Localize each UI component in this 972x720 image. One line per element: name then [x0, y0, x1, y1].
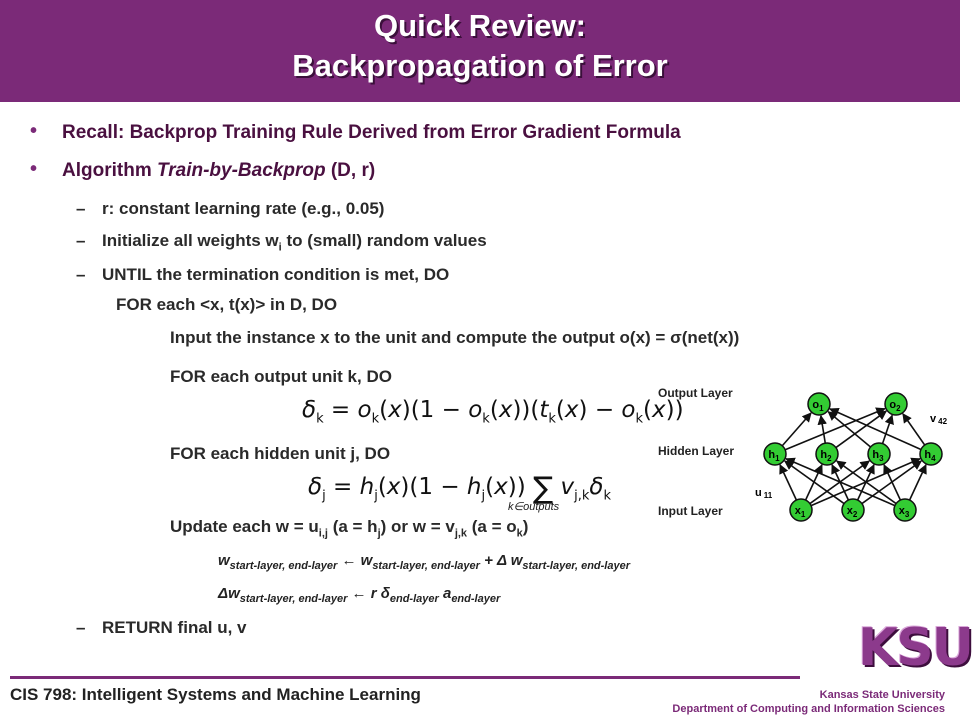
step-for-hidden: FOR each hidden unit j, DO [170, 444, 391, 463]
step-until: UNTIL the termination condition is met, DO [102, 265, 450, 284]
hidden-output-edge [785, 409, 885, 450]
input-node-x2 [842, 499, 864, 521]
rule-weight-update: $w_{start-layer, end-layer}$ ← $w_{start-layer, end-layer} + \Delta$ $w_{start-layer, end-layer}$ [218, 552, 631, 572]
node-label: $x_2$ [846, 505, 858, 519]
u11-label: u 11 [755, 487, 773, 500]
input-node-x3 [894, 499, 916, 521]
input-node-x1 [790, 499, 812, 521]
step-update: Update each $w = u_{i,j}$ $(a = h_j)$ or $w = v_{j,k}$ $(a = o_k)$ [170, 517, 529, 540]
hidden-node-h2 [816, 443, 838, 465]
dash-icon: – [76, 199, 86, 218]
dash-icon: – [76, 618, 86, 637]
department-name: Department of Computing and Information Sciences [672, 703, 945, 715]
step-for-each-example: FOR each <x, t(x)> in D, DO [116, 295, 338, 314]
v42-label: v 42 [930, 413, 948, 426]
step-initialize: Initialize all weights $w_i$ to (small) random values [102, 231, 487, 254]
input-layer-label: Input Layer [658, 504, 723, 518]
node-label: $o_1$ [812, 399, 824, 413]
hidden-node-h3 [868, 443, 890, 465]
slide-title-line-1: Quick Review: [374, 8, 586, 43]
node-label: $h_1$ [768, 449, 780, 463]
node-label: $h_3$ [872, 449, 884, 463]
university-name: Kansas State University [819, 689, 945, 701]
bullet-dot-icon: • [30, 120, 38, 142]
node-label: $h_4$ [924, 449, 936, 463]
node-label: $h_2$ [820, 449, 832, 463]
bullet-dot-icon: • [30, 158, 38, 180]
input-hidden-edge [837, 461, 896, 504]
title-banner [0, 0, 960, 102]
dash-icon: – [76, 265, 86, 284]
node-label: $o_2$ [889, 399, 901, 413]
network-diagram [755, 380, 950, 550]
hidden-output-edge [883, 415, 893, 443]
hidden-node-h1 [764, 443, 786, 465]
node-label: $x_3$ [898, 505, 910, 519]
step-learning-rate: r: constant learning rate (e.g., 0.05) [102, 199, 385, 218]
node-label: $x_1$ [794, 505, 806, 519]
bullet-algorithm: Algorithm Train-by-Backprop (D, r) [62, 160, 376, 181]
output-layer-label: Output Layer [658, 386, 733, 400]
dash-icon: – [76, 231, 86, 250]
step-return: RETURN final u, v [102, 618, 247, 637]
hidden-output-edge [836, 411, 886, 448]
output-node-o2 [885, 393, 907, 415]
step-for-output: FOR each output unit k, DO [170, 367, 392, 386]
hidden-output-edge [821, 416, 825, 443]
hidden-output-edge [903, 414, 925, 445]
slide-title-line-2: Backpropagation of Error [292, 48, 668, 83]
hidden-layer-label: Hidden Layer [658, 444, 735, 458]
ksu-logo: KSU [858, 618, 972, 678]
input-hidden-edge [780, 465, 796, 500]
bullet-recall: Recall: Backprop Training Rule Derived from Error Gradient Formula [62, 122, 681, 143]
input-hidden-edge [785, 461, 844, 504]
output-node-o1 [808, 393, 830, 415]
input-hidden-edge [910, 465, 926, 500]
hidden-node-h4 [920, 443, 942, 465]
rule-delta-w: $\Delta w_{start-layer, end-layer}$ ← r $\delta_{end-layer}$ $a_{end-layer}$ [218, 585, 501, 605]
sum-index-label: k∈outputs [508, 501, 560, 513]
step-input-instance: Input the instance x to the unit and compute the output o(x) = σ(net(x)) [170, 328, 740, 347]
equation-delta-k: $\delta_k = o_k(x)(1 - o_k(x))(t_k(x) - o_k(x))$ [302, 397, 684, 427]
course-title: CIS 798: Intelligent Systems and Machine Learning [10, 685, 421, 704]
equation-delta-j: $\delta_j = h_j(x)(1 - h_j(x))$ ∑ $v_{j,k}\delta_k$ [308, 471, 612, 506]
footer-divider [10, 676, 800, 679]
